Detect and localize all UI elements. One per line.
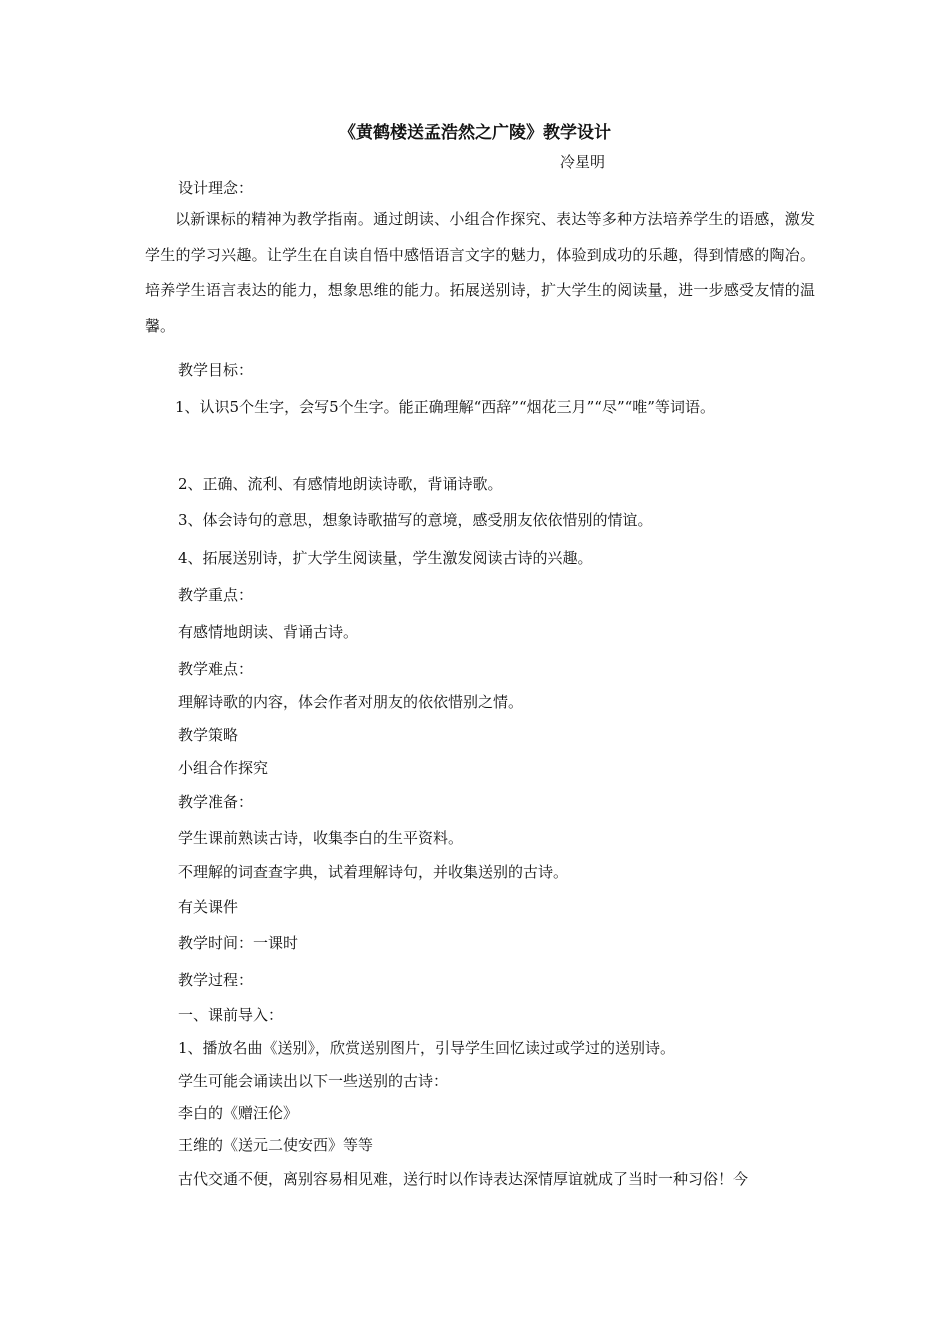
preparation-1: 学生课前熟读古诗，收集李白的生平资料。 bbox=[178, 829, 464, 847]
key-points-body: 有感情地朗读、背诵古诗。 bbox=[178, 623, 359, 641]
step-1-item-2: 学生可能会诵读出以下一些送别的古诗： bbox=[178, 1072, 449, 1090]
courseware: 有关课件 bbox=[178, 898, 239, 916]
preparation-2: 不理解的词查查字典，试着理解诗句，并收集送别的古诗。 bbox=[178, 863, 569, 881]
design-concept-body: 以新课标的精神为教学指南。通过朗读、小组合作探究、表达等多种方法培养学生的语感，激发学生的学习兴趣。让学生在自读自悟中感悟语言文字的魅力，体验到成功的乐趣，得到情感的陶冶。培养学生语言表达的能力，想象思维的能力。拓展送别诗，扩大学生的阅读量，进一步感受友情的温馨。 bbox=[145, 210, 815, 335]
strategy-heading: 教学策略 bbox=[178, 726, 239, 744]
document-author: 冷星明 bbox=[560, 153, 606, 171]
goal-3: 3、体会诗句的意思，想象诗歌描写的意境，感受朋友依依惜别的情谊。 bbox=[178, 511, 653, 529]
key-points-heading: 教学重点： bbox=[178, 586, 254, 604]
teaching-time: 教学时间：一课时 bbox=[178, 934, 299, 952]
poem-1: 李白的《赠汪伦》 bbox=[178, 1104, 299, 1122]
preparation-heading: 教学准备： bbox=[178, 793, 254, 811]
goals-heading: 教学目标： bbox=[178, 361, 254, 379]
difficulty-heading: 教学难点： bbox=[178, 660, 254, 678]
goal-4: 4、拓展送别诗，扩大学生阅读量，学生激发阅读古诗的兴趣。 bbox=[178, 549, 593, 567]
strategy-body: 小组合作探究 bbox=[178, 759, 269, 777]
process-heading: 教学过程： bbox=[178, 971, 254, 989]
goal-2: 2、正确、流利、有感情地朗读诗歌，背诵诗歌。 bbox=[178, 475, 503, 493]
closing-text: 古代交通不便，离别容易相见难，送行时以作诗表达深情厚谊就成了当时一种习俗！今 bbox=[178, 1170, 749, 1188]
design-concept-heading: 设计理念： bbox=[178, 179, 254, 197]
poem-2: 王维的《送元二使安西》等等 bbox=[178, 1136, 374, 1154]
step-1-item-1: 1、播放名曲《送别》，欣赏送别图片，引导学生回忆读过或学过的送别诗。 bbox=[178, 1039, 676, 1057]
document-title: 《黄鹤楼送孟浩然之广陵》教学设计 bbox=[339, 123, 611, 143]
step-1-heading: 一、课前导入： bbox=[178, 1006, 284, 1024]
difficulty-body: 理解诗歌的内容，体会作者对朋友的依依惜别之情。 bbox=[178, 693, 524, 711]
goal-1: 1、认识5个生字，会写5个生字。能正确理解“西辞”“烟花三月”“尽”“唯”等词语。 bbox=[175, 398, 715, 416]
